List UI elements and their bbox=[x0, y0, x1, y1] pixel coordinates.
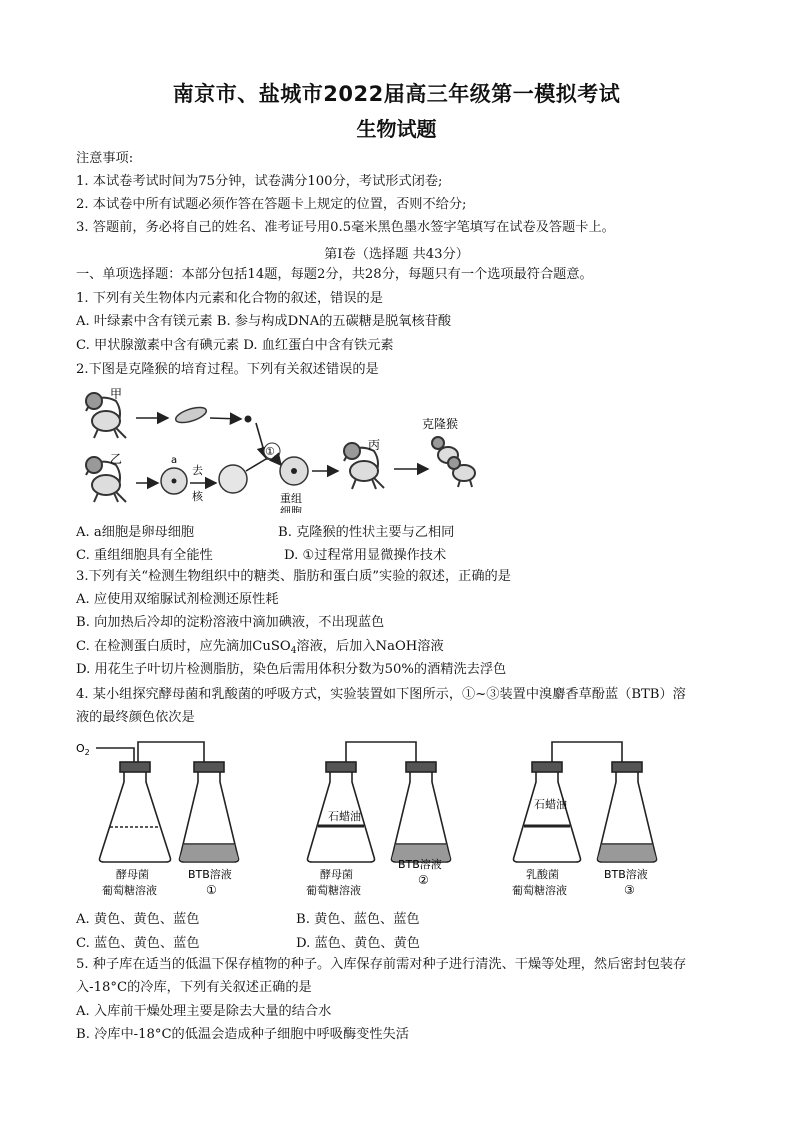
label-glucose-1: 葡萄糖溶液 bbox=[102, 884, 157, 897]
q2-option-d: D. ①过程常用显微操作技术 bbox=[284, 548, 447, 563]
q5-stem-line1: 5. 种子库在适当的低温下保存植物的种子。入库保存前需对种子进行清洗、干燥等处理，然后密封包装存 bbox=[76, 957, 687, 972]
q4-stem-line1: 4. 某小组探究酵母菌和乳酸菌的呼吸方式，实验装置如下图所示，①~③装置中溴麝香草酚蓝（BTB）溶 bbox=[76, 687, 686, 702]
q2-option-a: A. a细胞是卵母细胞 bbox=[76, 525, 195, 540]
somatic-cell-icon bbox=[174, 404, 208, 425]
q5-option-b: B. 冷库中-18°C的低温会造成种子细胞中呼吸酶变性失活 bbox=[76, 1027, 409, 1042]
label-btb-1: BTB溶液 bbox=[188, 868, 232, 881]
notice-item: 3. 答题前，务必将自己的姓名、准考证号用0.5毫米黑色墨水签字笔填写在试卷及答题卡上。 bbox=[76, 220, 615, 235]
notice-item: 2. 本试卷中所有试题必须作答在答题卡上规定的位置，否则不给分; bbox=[76, 197, 467, 212]
label-yi: 乙 bbox=[110, 452, 123, 466]
label-he: 核 bbox=[192, 490, 203, 503]
label-lactic: 乳酸菌 bbox=[526, 868, 559, 881]
label-btb-2: BTB溶液 bbox=[398, 858, 442, 871]
respiration-apparatus-figure bbox=[76, 732, 676, 902]
q3-option-a: A. 应使用双缩脲试剂检测还原性耗 bbox=[76, 592, 279, 607]
label-n2: ② bbox=[418, 873, 429, 887]
page-subtitle: 生物试题 bbox=[356, 117, 437, 141]
q3-option-d: D. 用花生子叶切片检测脂肪，染色后需用体积分数为50%的酒精洗去浮色 bbox=[76, 662, 507, 677]
label-yeast-2: 酵母菌 bbox=[320, 868, 353, 881]
q4-option-d: D. 蓝色、黄色、黄色 bbox=[296, 936, 420, 951]
q2-option-c: C. 重组细胞具有全能性 bbox=[76, 548, 213, 563]
q1-stem: 1. 下列有关生物体内元素和化合物的叙述，错误的是 bbox=[76, 291, 383, 306]
label-bing: 丙 bbox=[368, 438, 381, 452]
enucleated-cell-icon bbox=[219, 465, 247, 493]
section-instruction: 一、单项选择题：本部分包括14题，每题2分，共28分，每题只有一个选项最符合题意。 bbox=[76, 267, 593, 282]
q1-options-row2: C. 甲状腺激素中含有碘元素 D. 血红蛋白中含有铁元素 bbox=[76, 338, 394, 353]
q3-option-b: B. 向加热后冷却的淀粉溶液中滴加碘液，不出现蓝色 bbox=[76, 615, 385, 630]
label-xibao: 细胞 bbox=[280, 505, 302, 513]
q4-option-c: C. 蓝色、黄色、蓝色 bbox=[76, 936, 200, 951]
label-glucose-3: 葡萄糖溶液 bbox=[512, 884, 567, 897]
label-step1: ① bbox=[265, 445, 275, 458]
label-paraffin-3: 石蜡油 bbox=[534, 798, 567, 811]
label-n3: ③ bbox=[624, 883, 635, 897]
notice-heading: 注意事项: bbox=[76, 151, 134, 166]
clone-monkey-figure bbox=[76, 383, 496, 513]
q1-options-row1: A. 叶绿素中含有镁元素 B. 参与构成DNA的五碳糖是脱氧核苷酸 bbox=[76, 314, 452, 329]
notice-item: 1. 本试卷考试时间为75分钟，试卷满分100分，考试形式闭卷; bbox=[76, 174, 443, 189]
label-chong: 重组 bbox=[280, 492, 302, 505]
q4-option-b: B. 黄色、蓝色、蓝色 bbox=[296, 912, 420, 927]
nucleus-icon bbox=[245, 416, 252, 423]
o2-label: $O_2$ bbox=[76, 742, 90, 757]
q4-option-a: A. 黄色、黄色、蓝色 bbox=[76, 912, 200, 927]
q5-stem-line2: 入-18°C的冷库，下列有关叙述正确的是 bbox=[76, 980, 312, 995]
q4-stem-line2: 液的最终颜色依次是 bbox=[76, 710, 195, 725]
q3-stem: 3.下列有关“检测生物组织中的糖类、脂肪和蛋白质”实验的叙述，正确的是 bbox=[76, 569, 511, 584]
q2-stem: 2.下图是克隆猴的培育过程。下列有关叙述错误的是 bbox=[76, 362, 379, 377]
label-jia: 甲 bbox=[110, 387, 123, 401]
q2-option-b: B. 克隆猴的性状主要与乙相同 bbox=[278, 525, 455, 540]
label-paraffin-2: 石蜡油 bbox=[328, 810, 361, 823]
label-btb-3: BTB溶液 bbox=[604, 868, 648, 881]
q5-option-a: A. 入库前干燥处理主要是除去大量的结合水 bbox=[76, 1004, 332, 1019]
label-n1: ① bbox=[206, 883, 217, 897]
section-title: 第I卷（选择题 共43分） bbox=[324, 247, 469, 262]
page-title: 南京市、盐城市2022届高三年级第一模拟考试 bbox=[172, 82, 621, 106]
label-yeast-1: 酵母菌 bbox=[116, 868, 149, 881]
label-qu: 去 bbox=[192, 464, 203, 477]
label-a: a bbox=[171, 455, 178, 466]
clone-monkey-icon bbox=[432, 437, 475, 487]
label-clone: 克隆猴 bbox=[422, 417, 459, 431]
label-glucose-2: 葡萄糖溶液 bbox=[306, 884, 361, 897]
q3-option-c: C. 在检测蛋白质时，应先滴加CuSO$_4$溶液，后加入NaOH溶液 bbox=[76, 639, 444, 656]
